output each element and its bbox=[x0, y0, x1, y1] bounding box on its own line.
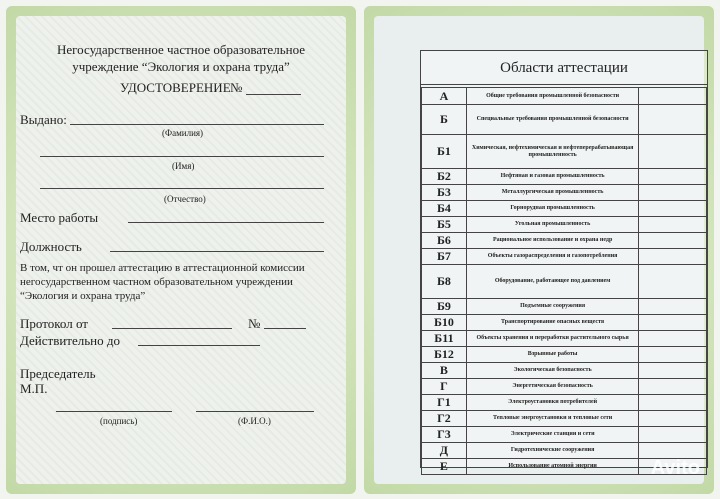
area-code: Г2 bbox=[422, 411, 467, 427]
area-code: Г bbox=[422, 379, 467, 395]
area-description: Взрывные работы bbox=[466, 347, 638, 363]
statement-line2: негосударственном частном образовательном учреждении bbox=[20, 276, 293, 288]
table-row bbox=[422, 217, 707, 233]
table-row bbox=[422, 363, 707, 379]
fio-hint: (Ф.И.О.) bbox=[238, 416, 271, 426]
area-description: Электроустановки потребителей bbox=[466, 395, 638, 411]
area-description: Металлургическая промышленность bbox=[466, 185, 638, 201]
certificate-left-page bbox=[6, 6, 356, 494]
workplace-field[interactable] bbox=[128, 222, 324, 223]
area-code: Г3 bbox=[422, 427, 467, 443]
area-mark-cell[interactable] bbox=[639, 427, 707, 443]
org-name-line1: Негосударственное частное образовательное bbox=[56, 42, 306, 57]
area-mark-cell[interactable] bbox=[639, 363, 707, 379]
table-row bbox=[422, 88, 707, 105]
area-mark-cell[interactable] bbox=[639, 265, 707, 299]
area-code: Б7 bbox=[422, 249, 467, 265]
table-row bbox=[422, 315, 707, 331]
area-mark-cell[interactable] bbox=[639, 88, 707, 105]
certificate-right-page bbox=[364, 6, 714, 494]
name-field[interactable] bbox=[40, 156, 324, 157]
area-description: Общие требования промышленной безопасности bbox=[466, 88, 638, 105]
certificate-title: УДОСТОВЕРЕНИЕ bbox=[120, 80, 231, 95]
area-code: Б11 bbox=[422, 331, 467, 347]
area-description: Объекты хранения и переработки растительного сырья bbox=[466, 331, 638, 347]
area-code: Б3 bbox=[422, 185, 467, 201]
protocol-label: Протокол от bbox=[20, 316, 88, 331]
workplace-label: Место работы bbox=[20, 210, 99, 225]
table-row bbox=[422, 411, 707, 427]
area-description: Рациональное использование и охрана недр bbox=[466, 233, 638, 249]
position-field[interactable] bbox=[110, 251, 324, 252]
right-page-content bbox=[374, 16, 704, 484]
area-code: Г1 bbox=[422, 395, 467, 411]
area-code: Б2 bbox=[422, 169, 467, 185]
table-row bbox=[422, 395, 707, 411]
area-code: Б5 bbox=[422, 217, 467, 233]
table-row bbox=[422, 427, 707, 443]
area-code: Б bbox=[422, 105, 467, 135]
table-row bbox=[422, 265, 707, 299]
area-mark-cell[interactable] bbox=[639, 411, 707, 427]
area-code: В bbox=[422, 363, 467, 379]
area-mark-cell[interactable] bbox=[639, 299, 707, 315]
surname-hint: (Фамилия) bbox=[162, 128, 204, 138]
statement-line3: “Экология и охрана труда” bbox=[20, 290, 146, 302]
area-mark-cell[interactable] bbox=[639, 135, 707, 169]
area-mark-cell[interactable] bbox=[639, 395, 707, 411]
area-code: Б1 bbox=[422, 135, 467, 169]
area-mark-cell[interactable] bbox=[639, 347, 707, 363]
area-description: Угольная промышленность bbox=[466, 217, 638, 233]
area-mark-cell[interactable] bbox=[639, 315, 707, 331]
left-page-content bbox=[16, 16, 346, 484]
area-description: Нефтяная и газовая промышленность bbox=[466, 169, 638, 185]
area-mark-cell[interactable] bbox=[639, 217, 707, 233]
area-code: А bbox=[422, 88, 467, 105]
table-row bbox=[422, 299, 707, 315]
patronymic-field[interactable] bbox=[40, 188, 324, 189]
area-code: Б10 bbox=[422, 315, 467, 331]
valid-until-label: Действительно до bbox=[20, 333, 120, 348]
seal-label: М.П. bbox=[20, 381, 48, 396]
area-code: Б9 bbox=[422, 299, 467, 315]
area-description: Гидротехнические сооружения bbox=[466, 443, 638, 459]
valid-until-field[interactable] bbox=[138, 345, 260, 346]
surname-field[interactable] bbox=[70, 124, 324, 125]
area-description: Горнорудная промышленность bbox=[466, 201, 638, 217]
table-row bbox=[422, 169, 707, 185]
area-description: Специальные требования промышленной безопасности bbox=[466, 105, 638, 135]
area-code: Е bbox=[422, 459, 467, 475]
area-description: Использование атомной энергии bbox=[466, 459, 638, 475]
name-hint: (Имя) bbox=[172, 161, 195, 171]
signature-field[interactable] bbox=[56, 411, 172, 412]
area-description: Транспортирование опасных веществ bbox=[466, 315, 638, 331]
area-code: Б8 bbox=[422, 265, 467, 299]
table-row bbox=[422, 185, 707, 201]
area-code: Б6 bbox=[422, 233, 467, 249]
issued-label: Выдано: bbox=[20, 112, 67, 127]
table-row bbox=[422, 379, 707, 395]
attestation-areas-title: Области аттестации bbox=[421, 51, 707, 85]
area-mark-cell[interactable] bbox=[639, 331, 707, 347]
attestation-areas-table bbox=[421, 87, 707, 475]
area-description: Экологическая безопасность bbox=[466, 363, 638, 379]
number-sign: № bbox=[230, 80, 243, 95]
table-row bbox=[422, 201, 707, 217]
area-code: Д bbox=[422, 443, 467, 459]
patronymic-hint: (Отчество) bbox=[164, 194, 206, 204]
area-description: Подъемные сооружения bbox=[466, 299, 638, 315]
area-description: Энергетическая безопасность bbox=[466, 379, 638, 395]
area-mark-cell[interactable] bbox=[639, 169, 707, 185]
area-mark-cell[interactable] bbox=[639, 105, 707, 135]
table-row bbox=[422, 331, 707, 347]
table-row bbox=[422, 233, 707, 249]
area-code: Б4 bbox=[422, 201, 467, 217]
statement-line1: В том, чт он прошел аттестацию в аттестационной комиссии bbox=[20, 262, 305, 274]
area-description: Химическая, нефтехимическая и нефтеперерабатывающая промышленность bbox=[466, 135, 638, 169]
area-mark-cell[interactable] bbox=[639, 379, 707, 395]
area-description: Тепловые энергоустановки и тепловые сети bbox=[466, 411, 638, 427]
area-mark-cell[interactable] bbox=[639, 233, 707, 249]
protocol-number-field[interactable] bbox=[264, 328, 306, 329]
area-mark-cell[interactable] bbox=[639, 201, 707, 217]
area-description: Объекты газораспределения и газопотребления bbox=[466, 249, 638, 265]
signature-hint: (подпись) bbox=[100, 416, 138, 426]
area-description: Электрические станции и сети bbox=[466, 427, 638, 443]
certificate-number-field[interactable] bbox=[246, 94, 301, 95]
org-name-line2: учреждение “Экология и охрана труда” bbox=[72, 59, 290, 74]
area-mark-cell[interactable] bbox=[639, 249, 707, 265]
table-row bbox=[422, 105, 707, 135]
position-label: Должность bbox=[20, 239, 82, 254]
attestation-areas-box bbox=[420, 50, 708, 473]
area-description: Оборудование, работающее под давлением bbox=[466, 265, 638, 299]
table-row bbox=[422, 135, 707, 169]
avito-watermark: Avito bbox=[650, 457, 700, 479]
area-mark-cell[interactable] bbox=[639, 185, 707, 201]
fio-field[interactable] bbox=[196, 411, 314, 412]
table-row bbox=[422, 249, 707, 265]
table-row bbox=[422, 347, 707, 363]
area-code: Б12 bbox=[422, 347, 467, 363]
protocol-date-field[interactable] bbox=[112, 328, 232, 329]
protocol-number-sign: № bbox=[248, 316, 261, 331]
chairman-label: Председатель bbox=[20, 366, 96, 381]
